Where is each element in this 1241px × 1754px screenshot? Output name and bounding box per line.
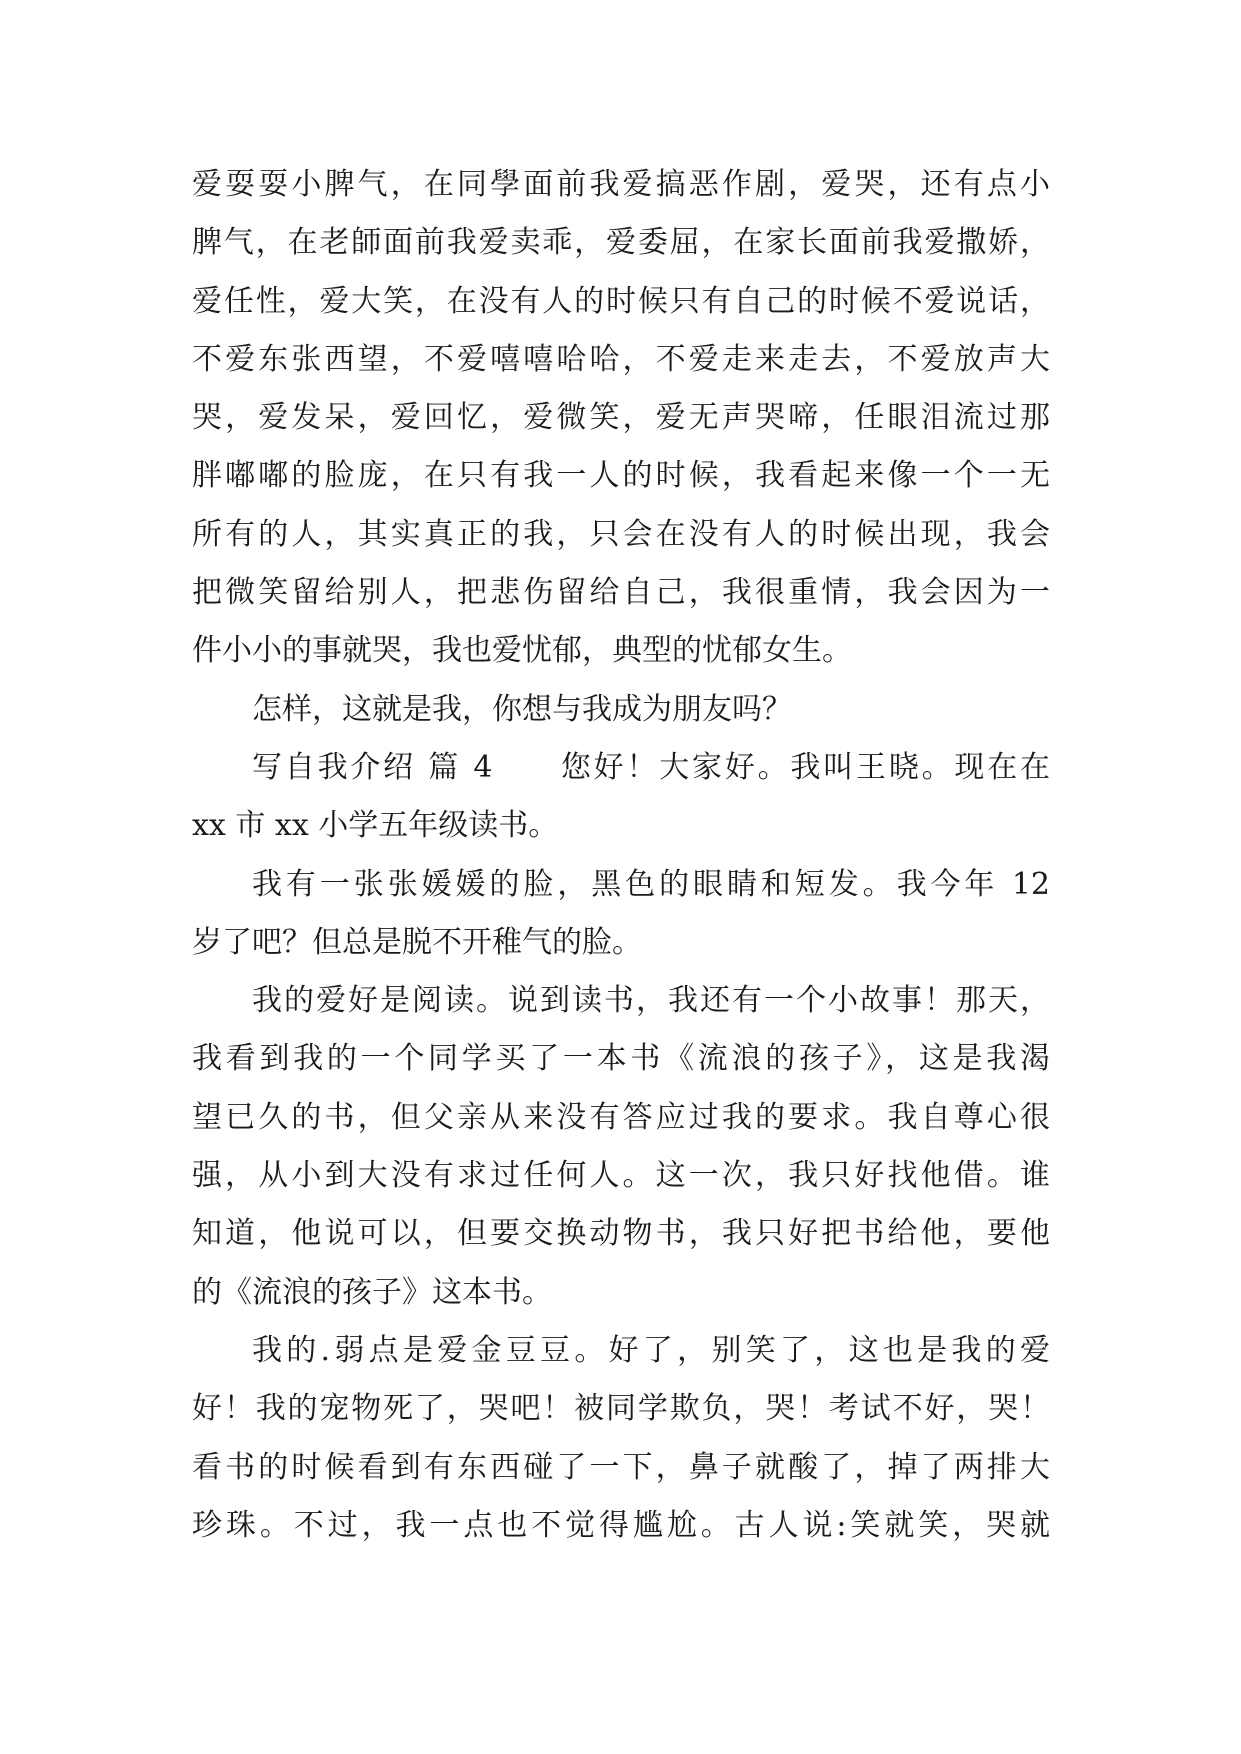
text-line: 写自我介绍 篇 4 您好！大家好。我叫王晓。现在在 <box>252 749 1050 785</box>
text-line: xx 市 xx 小学五年级读书。 <box>192 808 559 844</box>
text-line: 望已久的书，但父亲从来没有答应过我的要求。我自尊心很 <box>192 1099 1050 1135</box>
text-line: 不爱东张西望，不爱嘻嘻哈哈，不爱走来走去，不爱放声大 <box>192 341 1050 377</box>
text-line: 件小小的事就哭，我也爱忧郁，典型的忧郁女生。 <box>192 633 852 669</box>
text-line: 我看到我的一个同学买了一本书《流浪的孩子》，这是我渴 <box>192 1041 1050 1077</box>
text-line: 爱任性，爱大笑，在没有人的时候只有自己的时候不爱说话， <box>192 283 1050 319</box>
text-line: 爱耍耍小脾气，在同學面前我爱搞恶作剧，爱哭，还有点小 <box>192 167 1050 202</box>
text-line: 强，从小到大没有求过任何人。这一次，我只好找他借。谁 <box>192 1158 1050 1194</box>
text-line: 好！我的宠物死了，哭吧！被同学欺负，哭！考试不好，哭！ <box>192 1391 1050 1427</box>
text-line: 看书的时候看到有东西碰了一下，鼻子就酸了，掉了两排大 <box>192 1449 1050 1485</box>
text-line: 所有的人，其实真正的我，只会在没有人的时候出现，我会 <box>192 516 1050 552</box>
text-line: 的《流浪的孩子》这本书。 <box>192 1274 552 1310</box>
text-line: 把微笑留给别人，把悲伤留给自己，我很重情，我会因为一 <box>192 575 1050 611</box>
text-line: 岁了吧？但总是脱不开稚气的脸。 <box>192 924 642 960</box>
document-body <box>192 156 1050 1555</box>
text-line: 知道，他说可以，但要交换动物书，我只好把书给他，要他 <box>192 1216 1050 1252</box>
text-line: 我的爱好是阅读。说到读书，我还有一个小故事！那天， <box>252 983 1050 1019</box>
text-line: 珍珠。不过，我一点也不觉得尴尬。古人说:笑就笑，哭就 <box>192 1507 1050 1543</box>
text-line: 我的.弱点是爱金豆豆。好了，别笑了，这也是我的爱 <box>252 1332 1050 1368</box>
text-line: 怎样，这就是我，你想与我成为朋友吗？ <box>252 691 792 727</box>
text-line: 脾气，在老師面前我爱卖乖，爱委屈，在家长面前我爱撒娇， <box>192 225 1050 261</box>
text-line: 我有一张张媛媛的脸，黑色的眼睛和短发。我今年 12 <box>252 866 1050 902</box>
text-line: 胖嘟嘟的脸庞，在只有我一人的时候，我看起来像一个一无 <box>192 458 1050 494</box>
text-line: 哭，爱发呆，爱回忆，爱微笑，爱无声哭啼，任眼泪流过那 <box>192 400 1050 436</box>
